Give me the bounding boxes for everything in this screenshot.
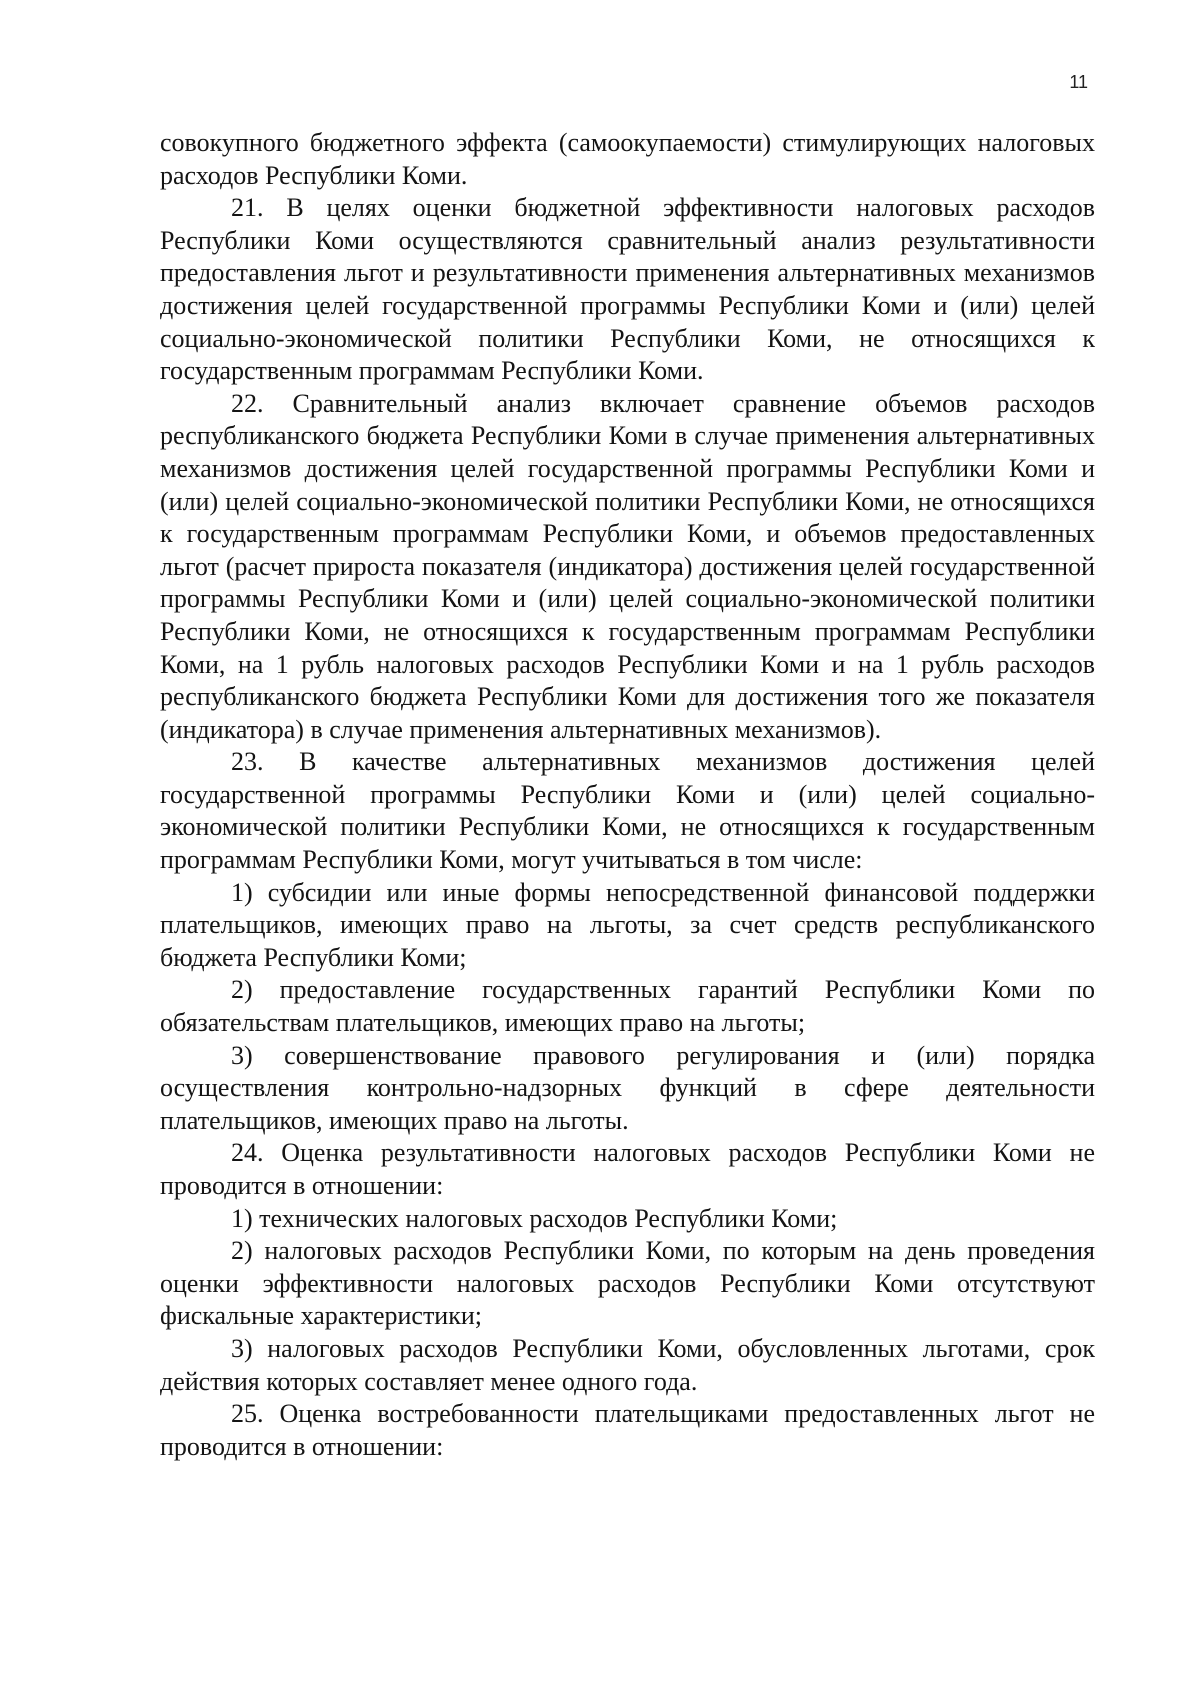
paragraph: 2) налоговых расходов Республики Коми, по которым на день проведения оценки эффективности налоговых расходов Республики Коми отсутствуют фискальные характеристики; — [160, 1236, 1095, 1331]
document-body — [160, 127, 1095, 1463]
paragraph: 3) совершенствование правового регулирования и (или) порядка осуществления контрольно-надзорных функций в сфере деятельности плательщиков, имеющих право на льготы. — [160, 1040, 1095, 1135]
paragraph: 21. В целях оценки бюджетной эффективности налоговых расходов Республики Коми осуществляются сравнительный анализ результативности предоставления льгот и результативности применения альтернативных механизмов достижения целей государственной программы Республики Коми и (или) целей социально-экономической политики Республики Коми, не относящихся к государственным программам Республики Коми. — [160, 193, 1095, 386]
paragraph: 1) технических налоговых расходов Республики Коми; — [231, 1203, 838, 1233]
paragraph: 3) налоговых расходов Республики Коми, обусловленных льготами, срок действия которых составляет менее одного года. — [160, 1333, 1095, 1396]
paragraph: 1) субсидии или иные формы непосредственной финансовой поддержки плательщиков, имеющих право на льготы, за счет средств республиканского бюджета Республики Коми; — [160, 877, 1095, 972]
page-number: 11 — [1069, 72, 1088, 92]
paragraph: 2) предоставление государственных гарантий Республики Коми по обязательствам плательщиков, имеющих право на льготы; — [160, 975, 1095, 1038]
paragraph: совокупного бюджетного эффекта (самоокупаемости) стимулирующих налоговых расходов Республики Коми. — [160, 128, 1095, 190]
paragraph: 24. Оценка результативности налоговых расходов Республики Коми не проводится в отношении: — [160, 1138, 1095, 1200]
paragraph: 23. В качестве альтернативных механизмов достижения целей государственной программы Республики Коми и (или) целей социально-экономической политики Республики Коми, не относящихся к государственным программам Республики Коми, могут учитываться в том числе: — [160, 747, 1095, 875]
paragraph: 25. Оценка востребованности плательщиками предоставленных льгот не проводится в отношении: — [160, 1399, 1095, 1461]
paragraph: 22. Сравнительный анализ включает сравнение объемов расходов республиканского бюджета Республики Коми в случае применения альтернативных механизмов достижения целей государственной программы Республики Коми и (или) целей социально-экономической политики Республики Коми, не относящихся к государственным программам Республики Коми, и объемов предоставленных льгот (расчет прироста показателя (индикатора) достижения целей государственной программы Республики Коми и (или) целей социально-экономической политики Республики Коми, не относящихся к государственным программам Республики Коми, на 1 рубль налоговых расходов Республики Коми и на 1 рубль расходов республиканского бюджета Республики Коми для достижения того же показателя (индикатора) в случае применения альтернативных механизмов). — [160, 388, 1095, 744]
